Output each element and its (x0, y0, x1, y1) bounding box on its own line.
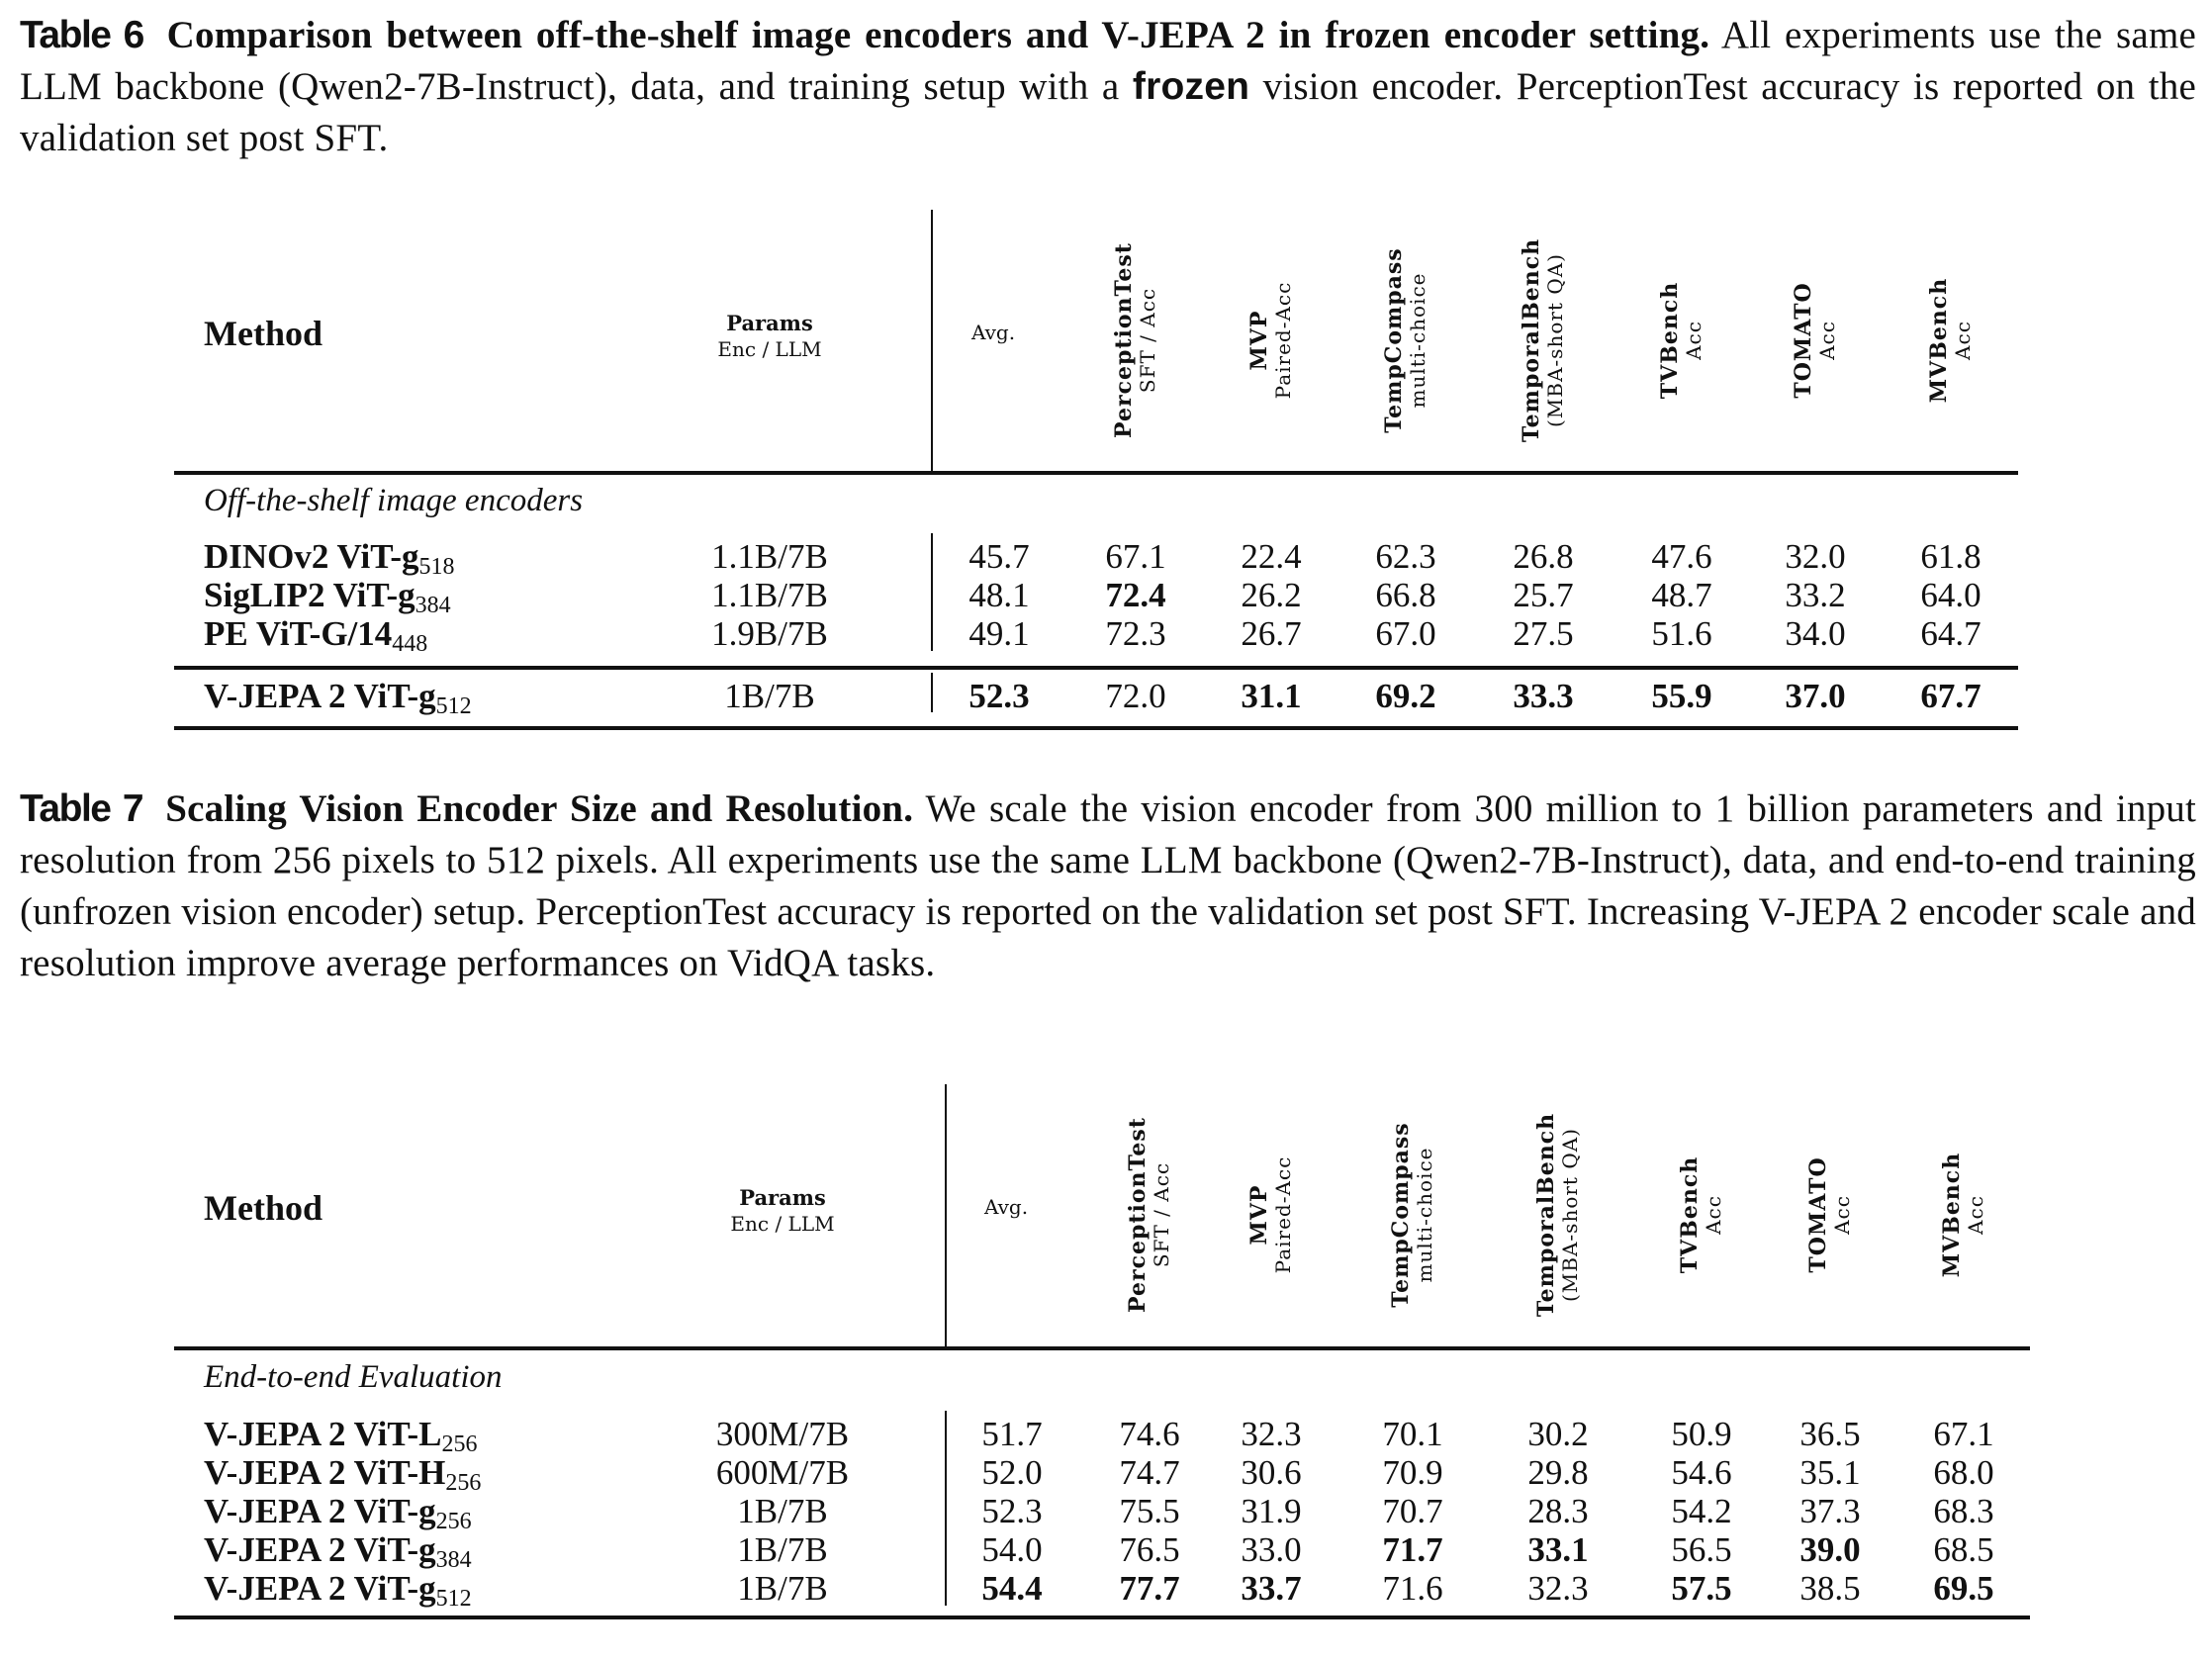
benchmark-metric: multi-choice (1406, 272, 1429, 409)
cell-perceptiontest: 75.5 (1119, 1492, 1180, 1530)
cell-mvbench: 68.3 (1933, 1492, 1994, 1530)
cell-tomato: 35.1 (1799, 1453, 1861, 1492)
cell-mvbench: 67.7 (1920, 677, 1982, 715)
params-value: 1B/7B (737, 1569, 828, 1608)
method-name (204, 1415, 478, 1458)
method-name (204, 1453, 481, 1497)
cell-perceptiontest: 74.6 (1119, 1415, 1180, 1453)
cell-tvbench: 48.7 (1651, 576, 1712, 614)
cell-tvbench: 57.5 (1671, 1569, 1732, 1608)
table6-label: Table 6 (20, 14, 143, 56)
cell-mvbench: 67.1 (1933, 1415, 1994, 1453)
header-rule (174, 1346, 2030, 1350)
benchmark-name: TVBench (1657, 281, 1683, 400)
table-row (204, 1415, 2030, 1457)
cell-perceptiontest: 77.7 (1119, 1569, 1180, 1608)
benchmark-metric: Acc (1702, 1195, 1725, 1235)
table-row (204, 614, 2018, 657)
cell-temporalbench: 26.8 (1513, 537, 1574, 576)
cell-tempcompass: 70.9 (1382, 1453, 1443, 1492)
cell-tvbench: 50.9 (1671, 1415, 1732, 1453)
cell-tempcompass: 67.0 (1375, 614, 1436, 653)
method-resolution: 512 (435, 693, 472, 719)
table-row (204, 1453, 2030, 1496)
table-row-highlight (204, 677, 2018, 719)
table-row (204, 537, 2018, 580)
cell-tempcompass: 71.7 (1382, 1530, 1443, 1569)
cell-tempcompass: 71.6 (1382, 1569, 1443, 1608)
cell-avg: 54.0 (981, 1530, 1043, 1569)
cell-mvbench: 68.5 (1933, 1530, 1994, 1569)
header-params (661, 311, 878, 362)
benchmark-name: TempCompass (1381, 247, 1407, 433)
method-name (204, 1530, 472, 1574)
method-name (204, 576, 451, 619)
method-name (204, 614, 427, 658)
benchmark-metric: Acc (1682, 321, 1705, 360)
method-label: V-JEPA 2 ViT-L (204, 1415, 442, 1453)
method-label: SigLIP2 ViT-g (204, 576, 415, 614)
header-params-title: Params (739, 1185, 826, 1210)
benchmark-metric: SFT / Acc (1136, 287, 1159, 394)
cell-tomato: 37.3 (1799, 1492, 1861, 1530)
benchmark-name: PerceptionTest (1125, 1117, 1151, 1313)
table7-title: Scaling Vision Encoder Size and Resolution. (165, 787, 914, 830)
benchmark-metric: Acc (1815, 321, 1839, 360)
cell-tomato: 38.5 (1799, 1569, 1861, 1608)
method-resolution: 256 (445, 1470, 482, 1496)
params-value: 600M/7B (715, 1453, 850, 1492)
cell-tempcompass: 70.1 (1382, 1415, 1443, 1453)
params-value: 1B/7B (724, 677, 815, 715)
method-name (204, 1569, 472, 1613)
header-column-divider (945, 1084, 947, 1346)
header-avg: Avg. (984, 1195, 1029, 1219)
cell-avg: 51.7 (981, 1415, 1043, 1453)
method-name (204, 677, 472, 720)
method-name (204, 537, 455, 581)
cell-temporalbench: 29.8 (1527, 1453, 1589, 1492)
cell-perceptiontest: 72.3 (1105, 614, 1166, 653)
cell-mvbench: 64.0 (1920, 576, 1982, 614)
method-label: V-JEPA 2 ViT-H (204, 1453, 446, 1492)
body-column-divider (931, 533, 933, 651)
method-label: DINOv2 ViT-g (204, 537, 419, 576)
header-params (674, 1185, 891, 1237)
cell-avg: 54.4 (981, 1569, 1043, 1608)
cell-temporalbench: 30.2 (1527, 1415, 1589, 1453)
params-value: 1.1B/7B (711, 537, 828, 576)
table-row (204, 1569, 2030, 1612)
benchmark-metric: SFT / Acc (1150, 1161, 1173, 1268)
cell-mvbench: 68.0 (1933, 1453, 1994, 1492)
cell-tempcompass: 66.8 (1375, 576, 1436, 614)
benchmark-metric: Acc (1964, 1195, 1987, 1235)
cell-mvp: 31.1 (1241, 677, 1302, 715)
section-label: End-to-end Evaluation (204, 1359, 503, 1395)
benchmark-name: MVBench (1939, 1152, 1965, 1278)
benchmark-metric: Acc (1830, 1195, 1854, 1235)
cell-mvbench: 61.8 (1920, 537, 1982, 576)
table6-title: Comparison between off-the-shelf image encoders and V-JEPA 2 in frozen encoder setting. (166, 14, 1710, 56)
cell-temporalbench: 33.1 (1527, 1530, 1589, 1569)
final-column-divider (931, 673, 933, 712)
table-row (204, 1530, 2030, 1573)
cell-tomato: 34.0 (1785, 614, 1846, 653)
cell-tomato: 36.5 (1799, 1415, 1861, 1453)
cell-mvp: 33.7 (1241, 1569, 1302, 1608)
table-row (204, 576, 2018, 618)
cell-avg: 48.1 (968, 576, 1030, 614)
cell-tvbench: 47.6 (1651, 537, 1712, 576)
benchmark-metric: (MBA-short QA) (1558, 1128, 1582, 1302)
header-method: Method (204, 314, 323, 353)
cell-avg: 52.3 (968, 677, 1030, 715)
cell-tvbench: 55.9 (1651, 677, 1712, 715)
table6-caption-emphasis: frozen (1132, 65, 1250, 108)
header-params-title: Params (726, 311, 813, 335)
cell-temporalbench: 25.7 (1513, 576, 1574, 614)
header-column-divider (931, 210, 933, 471)
table6-caption-text-a: All experiments use the same LLM backbone (Qwen2-7B-Instruct), data, and training setup with a (20, 14, 2196, 108)
benchmark-name: MVP (1246, 310, 1272, 371)
mid-rule (174, 666, 2018, 670)
cell-avg: 45.7 (968, 537, 1030, 576)
params-value: 1B/7B (737, 1492, 828, 1530)
benchmark-name: TOMATO (1805, 1156, 1831, 1273)
cell-mvp: 26.2 (1241, 576, 1302, 614)
cell-temporalbench: 32.3 (1527, 1569, 1589, 1608)
params-value: 1.1B/7B (711, 576, 828, 614)
cell-tomato: 37.0 (1785, 677, 1846, 715)
cell-mvbench: 64.7 (1920, 614, 1982, 653)
method-resolution: 512 (435, 1586, 472, 1612)
benchmark-metric: multi-choice (1413, 1147, 1436, 1283)
benchmark-metric: Acc (1951, 321, 1975, 360)
section-label: Off-the-shelf image encoders (204, 483, 584, 518)
benchmark-metric: Paired-Acc (1271, 1155, 1295, 1274)
cell-mvp: 30.6 (1241, 1453, 1302, 1492)
cell-mvp: 22.4 (1241, 537, 1302, 576)
benchmark-name: TVBench (1677, 1155, 1703, 1274)
cell-tempcompass: 62.3 (1375, 537, 1436, 576)
cell-tomato: 33.2 (1785, 576, 1846, 614)
cell-tvbench: 51.6 (1651, 614, 1712, 653)
cell-temporalbench: 28.3 (1527, 1492, 1589, 1530)
method-label: V-JEPA 2 ViT-g (204, 1530, 436, 1569)
header-rule (174, 471, 2018, 475)
cell-tvbench: 54.6 (1671, 1453, 1732, 1492)
benchmark-name: PerceptionTest (1111, 242, 1137, 438)
params-value: 1B/7B (737, 1530, 828, 1569)
cell-perceptiontest: 74.7 (1119, 1453, 1180, 1492)
cell-perceptiontest: 67.1 (1105, 537, 1166, 576)
method-label: V-JEPA 2 ViT-g (204, 1569, 436, 1608)
header-method: Method (204, 1188, 323, 1228)
header-params-subtitle: Enc / LLM (730, 1212, 835, 1236)
cell-tomato: 39.0 (1799, 1530, 1861, 1569)
method-label: V-JEPA 2 ViT-g (204, 677, 436, 715)
cell-tvbench: 56.5 (1671, 1530, 1732, 1569)
benchmark-name: TOMATO (1791, 282, 1816, 399)
cell-avg: 49.1 (968, 614, 1030, 653)
cell-mvp: 32.3 (1241, 1415, 1302, 1453)
benchmark-name: TemporalBench (1533, 1112, 1559, 1318)
table-row (204, 1492, 2030, 1534)
cell-avg: 52.0 (981, 1453, 1043, 1492)
bottom-rule (174, 1616, 2030, 1619)
table6-caption-text-b: vision encoder. PerceptionTest accuracy is reported on the validation set post SFT. (20, 65, 2196, 159)
table7-caption (20, 784, 2196, 989)
header-avg: Avg. (971, 321, 1016, 344)
cell-perceptiontest: 72.4 (1105, 576, 1166, 614)
cell-perceptiontest: 76.5 (1119, 1530, 1180, 1569)
table6-caption (20, 10, 2196, 164)
method-label: V-JEPA 2 ViT-g (204, 1492, 436, 1530)
cell-tvbench: 54.2 (1671, 1492, 1732, 1530)
cell-tempcompass: 69.2 (1375, 677, 1436, 715)
method-resolution: 384 (435, 1547, 472, 1573)
method-resolution: 518 (418, 554, 455, 580)
cell-tomato: 32.0 (1785, 537, 1846, 576)
params-value: 300M/7B (715, 1415, 850, 1453)
benchmark-name: MVP (1246, 1184, 1272, 1246)
benchmark-metric: (MBA-short QA) (1543, 253, 1567, 427)
cell-perceptiontest: 72.0 (1105, 677, 1166, 715)
table7-label: Table 7 (20, 787, 143, 830)
cell-mvbench: 69.5 (1933, 1569, 1994, 1608)
benchmark-name: TempCompass (1388, 1122, 1414, 1308)
body-column-divider (945, 1411, 947, 1606)
method-name (204, 1492, 472, 1535)
cell-mvp: 26.7 (1241, 614, 1302, 653)
cell-mvp: 31.9 (1241, 1492, 1302, 1530)
cell-temporalbench: 27.5 (1513, 614, 1574, 653)
benchmark-name: MVBench (1926, 277, 1952, 404)
table7-caption-text: We scale the vision encoder from 300 million to 1 billion parameters and input resolution from 256 pixels to 512 pixels. All experiments use the same LLM backbone (Qwen2-7B-Instruct), data, and end-to-end training (unfrozen vision encoder) setup. PerceptionTest accuracy is reported on the validation set post SFT. Increasing V-JEPA 2 encoder scale and resolution improve average performances on VidQA tasks. (20, 787, 2196, 984)
cell-tempcompass: 70.7 (1382, 1492, 1443, 1530)
benchmark-metric: Paired-Acc (1271, 281, 1295, 400)
cell-mvp: 33.0 (1241, 1530, 1302, 1569)
benchmark-name: TemporalBench (1519, 237, 1544, 443)
cell-temporalbench: 33.3 (1513, 677, 1574, 715)
method-resolution: 448 (392, 631, 428, 657)
header-params-subtitle: Enc / LLM (717, 337, 822, 361)
cell-avg: 52.3 (981, 1492, 1043, 1530)
method-resolution: 384 (415, 593, 451, 618)
method-resolution: 256 (441, 1431, 478, 1457)
method-resolution: 256 (435, 1509, 472, 1534)
method-label: PE ViT-G/14 (204, 614, 393, 653)
bottom-rule (174, 726, 2018, 730)
params-value: 1.9B/7B (711, 614, 828, 653)
